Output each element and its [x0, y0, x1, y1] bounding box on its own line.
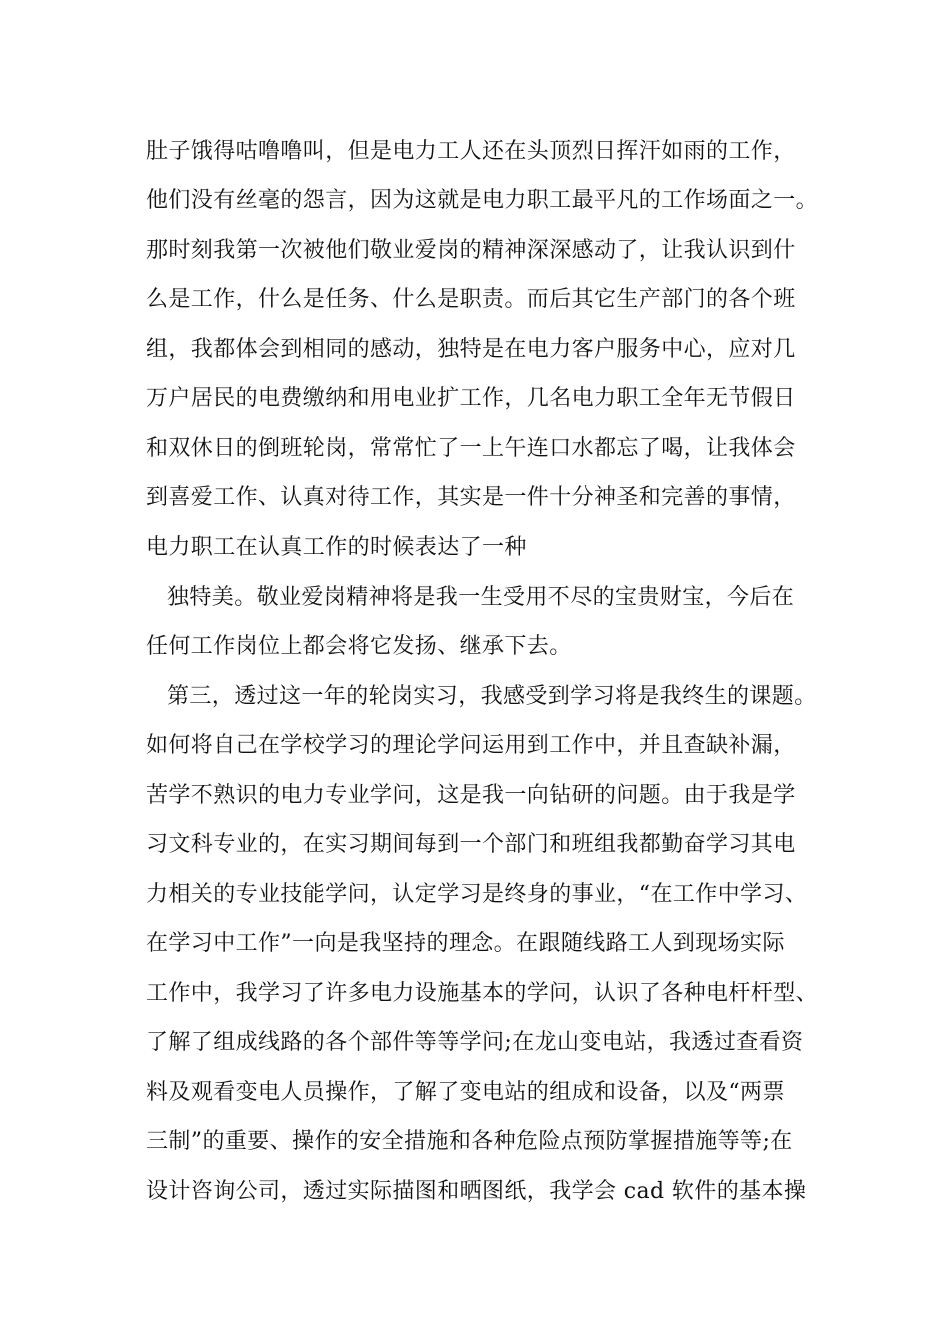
body-text-line: 如何将自己在学校学习的理论学问运用到工作中，并且查缺补漏，: [146, 733, 796, 758]
body-text-line: 他们没有丝毫的怨言，因为这就是电力职工最平凡的工作场面之一。: [146, 188, 819, 213]
body-text-line: 工作中，我学习了许多电力设施基本的学问，认识了各种电杆杆型、: [146, 981, 819, 1006]
body-text-line: 和双休日的倒班轮岗，常常忙了一上午连口水都忘了喝，让我体会: [146, 436, 796, 461]
paragraph-start-line: 第三，透过这一年的轮岗实习，我感受到学习将是我终生的课题。: [167, 684, 817, 709]
body-text-line: 力相关的专业技能学问，认定学习是终身的事业，“在工作中学习、: [146, 882, 808, 907]
body-text-line: 肚子饿得咕噜噜叫，但是电力工人还在头顶烈日挥汗如雨的工作，: [146, 139, 796, 164]
body-text-line: 料及观看变电人员操作，了解了变电站的组成和设备，以及“两票: [146, 1080, 785, 1105]
body-text-line: 那时刻我第一次被他们敬业爱岗的精神深深感动了，让我认识到什: [146, 238, 796, 263]
body-text-line: 习文科专业的，在实习期间每到一个部门和班组我都勤奋学习其电: [146, 832, 796, 857]
body-text-line: 苦学不熟识的电力专业学问，这是我一向钻研的问题。由于我是学: [146, 783, 796, 808]
body-text-line: 在学习中工作”一向是我坚持的理念。在跟随线路工人到现场实际: [146, 931, 785, 956]
body-text-line: 么是工作，什么是任务、什么是职责。而后其它生产部门的各个班: [146, 287, 796, 312]
body-text-line: 任何工作岗位上都会将它发扬、继承下去。: [146, 634, 572, 659]
paragraph-start-line: 独特美。敬业爱岗精神将是我一生受用不尽的宝贵财宝，今后在: [167, 585, 795, 610]
body-text-line: 设计咨询公司，透过实际描图和晒图纸，我学会 cad 软件的基本操: [146, 1179, 807, 1204]
body-text-line: 万户居民的电费缴纳和用电业扩工作，几名电力职工全年无节假日: [146, 386, 796, 411]
body-text-line: 了解了组成线路的各个部件等等学问;在龙山变电站，我透过查看资: [146, 1030, 804, 1055]
body-text-line: 到喜爱工作、认真对待工作，其实是一件十分神圣和完善的事情，: [146, 485, 796, 510]
body-text-line: 组，我都体会到相同的感动，独特是在电力客户服务中心，应对几: [146, 337, 796, 362]
body-text-line: 三制”的重要、操作的安全措施和各种危险点预防掌握措施等等;在: [146, 1129, 793, 1154]
body-text-line: 电力职工在认真工作的时候表达了一种: [146, 535, 527, 560]
